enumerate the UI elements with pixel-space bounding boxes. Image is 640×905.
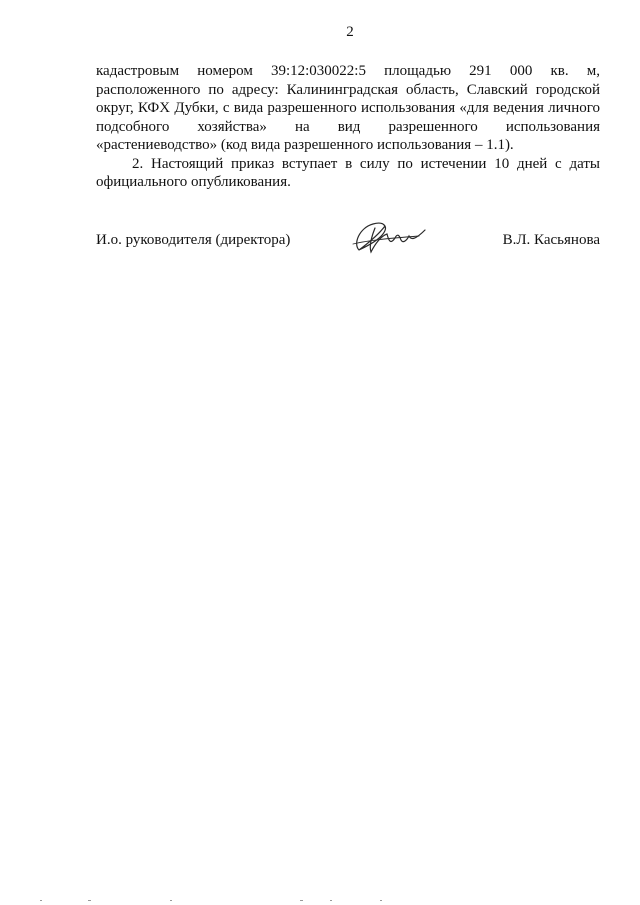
paragraph-item-2: 2. Настоящий приказ вступает в силу по истечении 10 дней с даты официального опубликования.	[96, 155, 600, 190]
signature-block	[96, 222, 600, 272]
document-body	[96, 62, 600, 192]
signatory-title: И.о. руководителя (директора)	[96, 232, 291, 248]
handwritten-signature	[349, 214, 429, 264]
signatory-name: В.Л. Касьянова	[502, 232, 600, 248]
paragraph-continued: кадастровым номером 39:12:030022:5 площадью 291 000 кв. м, расположенного по адресу: Калининградская область, Славский городской округ, КФХ Дубки, с вида разрешенного использования «для ведения личного подсобного хозяйства» на вид разрешенного использования «растениеводство» (код вида разрешенного использования – 1.1).	[96, 63, 600, 153]
page-number: 2	[346, 24, 354, 40]
scan-artifacts	[0, 893, 640, 905]
